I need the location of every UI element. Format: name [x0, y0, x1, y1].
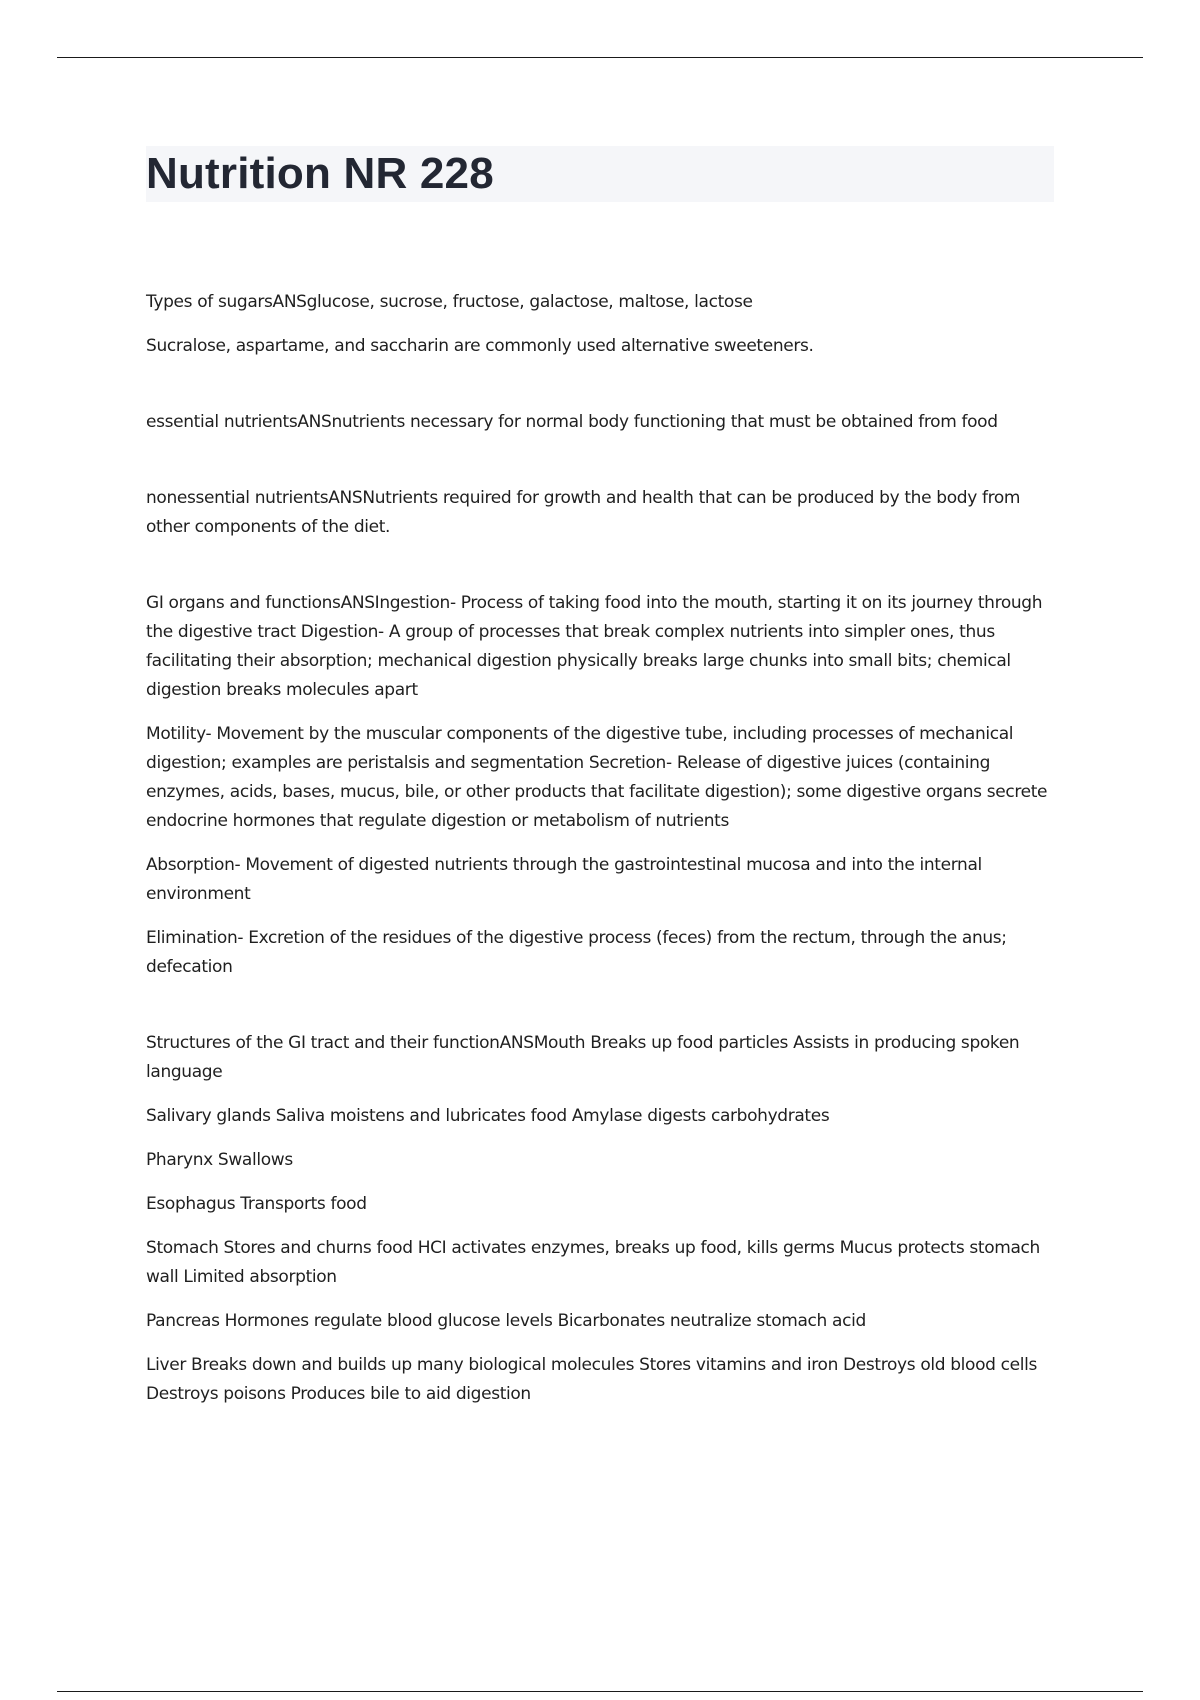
bottom-rule: [57, 1691, 1143, 1692]
paragraph-nonessential-nutrients: nonessential nutrientsANSNutrients required for growth and health that can be produced by the body from other components of the diet.: [146, 488, 1021, 537]
paragraph-essential-nutrients: essential nutrientsANSnutrients necessary for normal body functioning that must be obtained from food: [146, 412, 998, 432]
paragraph-elimination: Elimination- Excretion of the residues of the digestive process (feces) from the rectum, through the anus; defecation: [146, 928, 1007, 977]
paragraph-pharynx: Pharynx Swallows: [146, 1150, 293, 1170]
document-body: [146, 288, 1066, 1424]
paragraph-pancreas: Pancreas Hormones regulate blood glucose levels Bicarbonates neutralize stomach acid: [146, 1311, 866, 1331]
paragraph-esophagus: Esophagus Transports food: [146, 1194, 367, 1214]
paragraph-gi-organs: GI organs and functionsANSIngestion- Process of taking food into the mouth, starting it on its journey through the digestive tract Digestion- A group of processes that break complex nutrients into simpler ones, thus facilitating their absorption; mechanical digestion physically breaks large chunks into small bits; chemical digestion breaks molecules apart: [146, 593, 1043, 700]
paragraph-absorption: Absorption- Movement of digested nutrients through the gastrointestinal mucosa and into the internal environment: [146, 855, 982, 904]
paragraph-alternative-sweeteners: Sucralose, aspartame, and saccharin are commonly used alternative sweeteners.: [146, 336, 814, 356]
paragraph-stomach: Stomach Stores and churns food HCI activates enzymes, breaks up food, kills germs Mucus protects stomach wall Limited absorption: [146, 1238, 1040, 1287]
paragraph-motility: Motility- Movement by the muscular components of the digestive tube, including processes of mechanical digestion; examples are peristalsis and segmentation Secretion- Release of digestive juices (containing enzymes, acids, bases, mucus, bile, or other products that facilitate digestion); some digestive organs secrete endocrine hormones that regulate digestion or metabolism of nutrients: [146, 724, 1048, 831]
paragraph-structures-gi-tract: Structures of the GI tract and their functionANSMouth Breaks up food particles Assists in producing spoken language: [146, 1033, 1020, 1082]
paragraph-types-of-sugars: Types of sugarsANSglucose, sucrose, fructose, galactose, maltose, lactose: [146, 292, 753, 312]
top-rule: [57, 57, 1143, 58]
paragraph-liver: Liver Breaks down and builds up many biological molecules Stores vitamins and iron Destroys old blood cells Destroys poisons Produces bile to aid digestion: [146, 1355, 1038, 1404]
page-title: Nutrition NR 228: [146, 149, 494, 198]
paragraph-salivary-glands: Salivary glands Saliva moistens and lubricates food Amylase digests carbohydrates: [146, 1106, 830, 1126]
